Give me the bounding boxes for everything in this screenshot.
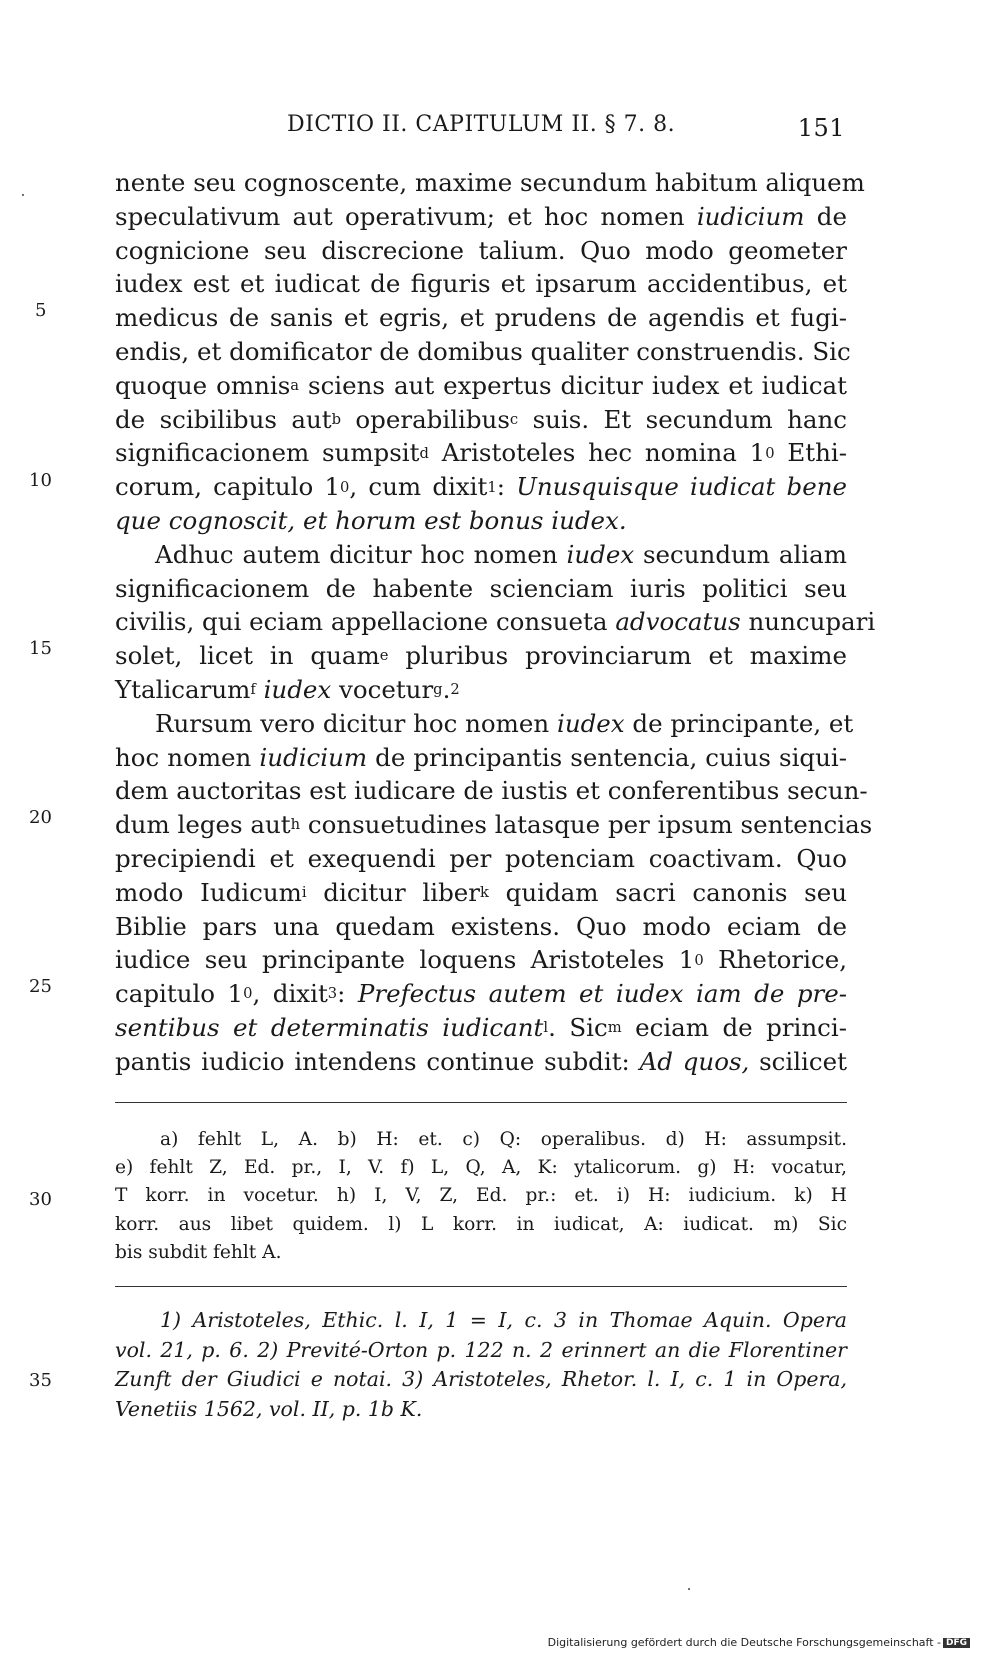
apparatus-line: e) fehlt Z, Ed. pr., I, V. f) L, Q, A, K: ytalicorum. g) H: vocatur, — [115, 1157, 847, 1179]
critical-apparatus — [29, 1126, 847, 1267]
line-number: 20 — [29, 807, 52, 828]
text-line: iudex est et iudicat de figuris et ipsarum accidentibus, et — [115, 269, 847, 299]
footnote-line: 1) Aristoteles, Ethic. l. I, 1 = I, c. 3 in Thomae Aquin. Opera — [160, 1308, 847, 1332]
credit-text: Digitalisierung gefördert durch die Deutsche Forschungsgemeinschaft - — [547, 1636, 941, 1649]
text-line: medicus de sanis et egris, et prudens de agendis et fugi- — [115, 303, 847, 333]
text-line: Ytalicarum$^f$ iudex vocetur$^g$.$^2$ — [115, 674, 460, 704]
text-line: cognicione seu discrecione talium. Quo modo geometer — [115, 235, 847, 265]
text-line: de scibilibus aut$^b$ operabilibus$^c$ suis. Et secundum hanc — [115, 404, 847, 434]
text-line: sentibus et determinatis iudicant$^l$. Sic$^m$ eciam de princi- — [115, 1012, 848, 1042]
text-line: hoc nomen iudicium de principantis sentencia, cuius siqui- — [115, 742, 847, 772]
text-line: precipiendi et exequendi per potenciam coactivam. Quo — [115, 843, 847, 873]
text-line: significacionem sumpsit$^d$ Aristoteles hec nomina $1^0$ Ethi- — [115, 438, 847, 468]
footnote-line: Zunft der Giudici e notai. 3) Aristoteles, Rhetor. l. I, c. 1 in Opera, — [115, 1367, 847, 1391]
running-title: DICTIO II. CAPITULUM II. § 7. 8. — [287, 112, 676, 137]
text-line: pantis iudicio intendens continue subdit: Ad quos, scilicet — [115, 1046, 847, 1076]
text-line: Biblie pars una quedam existens. Quo modo eciam de — [115, 911, 847, 941]
notes-divider — [115, 1286, 847, 1287]
main-text — [29, 166, 876, 1079]
line-number: 15 — [29, 638, 52, 659]
apparatus-line: bis subdit fehlt A. — [115, 1241, 282, 1263]
line-number: 10 — [29, 470, 52, 491]
apparatus-line: korr. aus libet quidem. l) L korr. in iudicat, A: iudicat. m) Sic — [115, 1213, 847, 1235]
text-line: significacionem de habente scienciam iuris politici seu — [115, 573, 847, 603]
text-line: que cognoscit, et horum est bonus iudex. — [115, 505, 627, 535]
text-line: civilis, qui eciam appellacione consueta advocatus nuncupari — [115, 607, 876, 637]
text-line: corum, capitulo $1^0$, cum dixit$^1$: Unusquisque iudicat bene — [115, 472, 847, 502]
dfg-logo: DFG — [943, 1638, 970, 1648]
text-line: dum leges aut$^h$ consuetudines latasque per ipsum sentencias — [115, 810, 873, 840]
line-number: 5 — [35, 300, 47, 321]
page-number: 151 — [797, 114, 845, 142]
text-line: iudice seu principante loquens Aristoteles $1^0$ Rhetorice, — [115, 945, 847, 975]
scan-speck — [22, 194, 24, 196]
text-line: endis, et domificator de domibus qualiter construendis. Sic — [115, 336, 851, 366]
apparatus-line: a) fehlt L, A. b) H: et. c) Q: operalibus. d) H: assumpsit. — [160, 1129, 847, 1150]
footnote-line: Venetiis 1562, vol. II, p. 1b K. — [115, 1396, 423, 1421]
footnote-line: vol. 21, p. 6. 2) Previté-Orton p. 122 n. 2 erinnert an die Florentiner — [115, 1337, 847, 1362]
text-line: quoque omnis$^a$ sciens aut expertus dicitur iudex et iudicat — [115, 370, 847, 400]
apparatus-divider — [115, 1102, 847, 1103]
text-line: Rursum vero dicitur hoc nomen iudex de principante, et — [155, 708, 854, 738]
text-line: capitulo $1^0$, dixit$^3$: Prefectus autem et iudex iam de pre- — [115, 979, 847, 1009]
line-number: 35 — [29, 1370, 52, 1391]
text-line: dem auctoritas est iudicare de iustis et conferentibus secun- — [115, 776, 868, 806]
text-line: solet, licet in quam$^e$ pluribus provinciarum et maxime — [115, 641, 847, 671]
text-line: Adhuc autem dicitur hoc nomen iudex secundum aliam — [155, 539, 847, 569]
footnotes — [29, 1306, 847, 1424]
text-line: modo Iudicum$^i$ dicitur liber$^k$ quidam sacri canonis seu — [115, 877, 848, 907]
text-line: speculativum aut operativum; et hoc nomen iudicium de — [115, 201, 847, 231]
running-head — [115, 106, 845, 146]
line-number: 25 — [29, 976, 52, 997]
digitization-credit — [548, 1636, 970, 1649]
scan-speck — [688, 1588, 690, 1590]
line-number: 30 — [29, 1189, 52, 1210]
apparatus-line: T korr. in vocetur. h) I, V, Z, Ed. pr.: et. i) H: iudicium. k) H — [115, 1185, 847, 1207]
text-line: nente seu cognoscente, maxime secundum habitum aliquem — [115, 168, 865, 197]
